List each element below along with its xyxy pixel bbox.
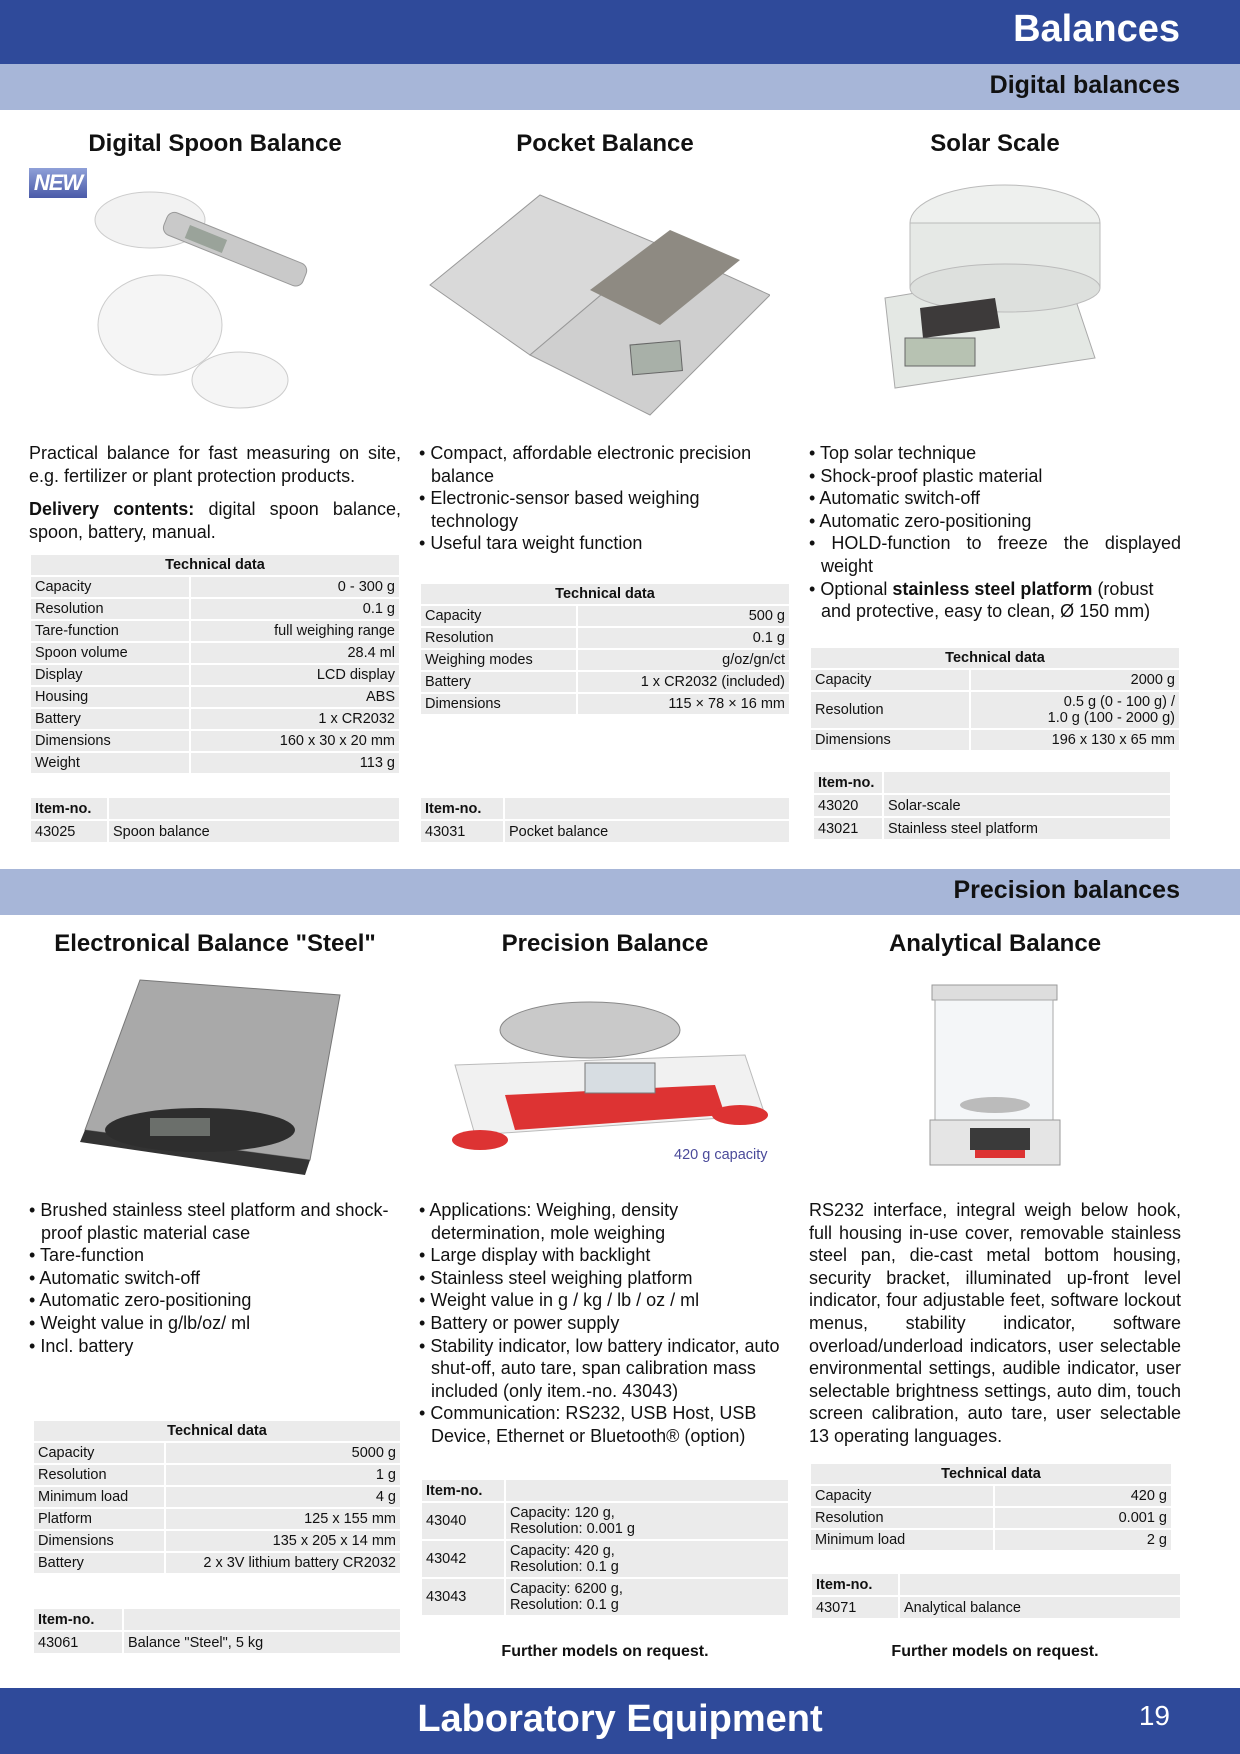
list-item: • Incl. battery xyxy=(29,1335,401,1358)
list-item: • Shock-proof plastic material xyxy=(809,465,1181,488)
table-row: Resolution 0.1 g xyxy=(31,599,399,619)
product-title-analytical: Analytical Balance xyxy=(888,930,1102,957)
table-row: Weighing modes g/oz/gn/ct xyxy=(421,650,789,670)
list-item: • Battery or power supply xyxy=(419,1312,791,1335)
list-item: • Electronic-sensor based weighing technology xyxy=(419,487,791,532)
product-title-precision: Precision Balance xyxy=(501,930,709,957)
pocket-tech-table: Technical data Capacity 500 g Resolution 0.1 g Weighing modes g/oz/gn/ct Battery 1 x CR2032 (included) Dimensions 115 × 78 × 16 mm xyxy=(419,582,791,716)
table-row: Capacity 500 g xyxy=(421,606,789,626)
table-row: Display LCD display xyxy=(31,665,399,685)
table-row: Battery 1 x CR2032 (included) xyxy=(421,672,789,692)
page-number: 19 xyxy=(1138,1700,1170,1731)
table-row: Minimum load 4 g xyxy=(34,1487,400,1507)
table-row: Minimum load 2 g xyxy=(811,1530,1171,1550)
table-row: Battery 2 x 3V lithium battery CR2032 xyxy=(34,1553,400,1573)
precision-balance-image xyxy=(445,995,775,1170)
section-title-digital: Digital balances xyxy=(989,71,1180,99)
list-item: • Communication: RS232, USB Host, USB Device, Ethernet or Bluetooth® (option) xyxy=(419,1402,791,1447)
section-bar-digital xyxy=(0,64,1240,110)
section-bar-precision xyxy=(0,869,1240,915)
analytical-tech-table: Technical data Capacity 420 g Resolution 0.001 g Minimum load 2 g xyxy=(809,1462,1173,1552)
list-item: • Automatic switch-off xyxy=(29,1267,401,1290)
table-row: Capacity 0 - 300 g xyxy=(31,577,399,597)
table-row: Tare-function full weighing range xyxy=(31,621,399,641)
footer-bar xyxy=(0,1688,1240,1754)
pocket-features xyxy=(419,442,791,555)
table-row: Resolution 0.001 g xyxy=(811,1508,1171,1528)
delivery-text: digital spoon balance, spoon, battery, manual. xyxy=(29,499,401,542)
footer-title: Laboratory Equipment xyxy=(417,1698,823,1740)
product-title-spoon: Digital Spoon Balance xyxy=(88,130,342,157)
page-title: Balances xyxy=(1013,8,1180,50)
table-row: 43061 Balance "Steel", 5 kg xyxy=(34,1632,400,1653)
table-row: 43020 Solar-scale xyxy=(814,795,1170,816)
table-row: Resolution 0.1 g xyxy=(421,628,789,648)
steel-tech-table: Technical data Capacity 5000 g Resolution 1 g Minimum load 4 g Platform 125 x 155 mm Dimensions 135 x 205 x 14 mm Battery 2 x 3V lithium battery CR2032 xyxy=(32,1419,402,1575)
solar-scale-image xyxy=(865,178,1125,418)
list-item: • Stainless steel weighing platform xyxy=(419,1267,791,1290)
product-title-steel: Electronical Balance "Steel" xyxy=(54,930,376,957)
table-row: Housing ABS xyxy=(31,687,399,707)
solar-tech-table: Technical data Capacity 2000 g Resolution 0.5 g (0 - 100 g) / 1.0 g (100 - 2000 g) Dimensions 196 x 130 x 65 mm xyxy=(809,646,1181,752)
tech-header: Technical data xyxy=(31,555,399,575)
list-item: • HOLD-function to freeze the displayed weight xyxy=(809,532,1181,577)
list-item: • Compact, affordable electronic precision balance xyxy=(419,442,791,487)
precision-further: Further models on request. xyxy=(501,1643,709,1660)
table-row: Dimensions 115 × 78 × 16 mm xyxy=(421,694,789,714)
list-item: • Applications: Weighing, density determination, mole weighing xyxy=(419,1199,791,1244)
table-row: Capacity 5000 g xyxy=(34,1443,400,1463)
table-row: Platform 125 x 155 mm xyxy=(34,1509,400,1529)
list-item: • Brushed stainless steel platform and shock-proof plastic material case xyxy=(29,1199,401,1244)
product-title-solar: Solar Scale xyxy=(930,130,1060,157)
precision-caption: 420 g capacity xyxy=(674,1147,768,1163)
list-item: • Automatic switch-off xyxy=(809,487,1181,510)
table-row: 43071 Analytical balance xyxy=(812,1597,1180,1618)
list-item: • Automatic zero-positioning xyxy=(809,510,1181,533)
table-row: Battery 1 x CR2032 xyxy=(31,709,399,729)
analytical-further: Further models on request. xyxy=(891,1643,1099,1660)
header-bar xyxy=(0,0,1240,64)
analytical-description: RS232 interface, integral weigh below hook, full housing in-use cover, removable stainless steel pan, die-cast metal bottom housing, security bracket, illuminated up-front level indicator, four adjustable feet, software lockout menus, stability indicator, software overload/underload indicators, user selectable environmental settings, audible indicator, user selectable brightness settings, auto dim, touch screen calibration, auto tare, user selectable 13 operating languages. xyxy=(809,1200,1181,1446)
precision-features xyxy=(419,1199,791,1448)
solar-item-table: Item-no. 43020 Solar-scale 43021 Stainless steel platform xyxy=(812,770,1172,841)
spoon-balance-image xyxy=(90,180,350,410)
new-badge: NEW xyxy=(29,168,87,198)
table-row: 43040 Capacity: 120 g, Resolution: 0.001 g xyxy=(422,1503,788,1539)
table-row: 43021 Stainless steel platform xyxy=(814,818,1170,839)
pocket-balance-image xyxy=(420,185,770,425)
list-item: • Stability indicator, low battery indicator, auto shut-off, auto tare, span calibration mass included (only item.-no. 43043) xyxy=(419,1335,791,1403)
list-item: • Optional stainless steel platform (robust and protective, easy to clean, Ø 150 mm) xyxy=(809,578,1181,623)
precision-item-table: Item-no. 43040 Capacity: 120 g, Resolution: 0.001 g 43042 Capacity: 420 g, Resolution: 0.1 g 43043 Capacity: 6200 g, Resolution: 0.1 g xyxy=(420,1478,790,1617)
list-item: • Useful tara weight function xyxy=(419,532,791,555)
list-item: • Tare-function xyxy=(29,1244,401,1267)
steel-item-table: Item-no. 43061 Balance "Steel", 5 kg xyxy=(32,1607,402,1655)
table-row: Resolution 0.5 g (0 - 100 g) / 1.0 g (100 - 2000 g) xyxy=(811,692,1179,728)
steel-features xyxy=(29,1199,401,1357)
solar-features xyxy=(809,442,1181,623)
table-row: Dimensions 196 x 130 x 65 mm xyxy=(811,730,1179,750)
list-item: • Top solar technique xyxy=(809,442,1181,465)
table-row: 43025 Spoon balance xyxy=(31,821,399,842)
table-row: 43042 Capacity: 420 g, Resolution: 0.1 g xyxy=(422,1541,788,1577)
table-row: 43031 Pocket balance xyxy=(421,821,789,842)
table-row: Dimensions 135 x 205 x 14 mm xyxy=(34,1531,400,1551)
table-row: Capacity 2000 g xyxy=(811,670,1179,690)
list-item: • Automatic zero-positioning xyxy=(29,1289,401,1312)
product-title-pocket: Pocket Balance xyxy=(516,130,694,157)
spoon-delivery xyxy=(29,498,401,543)
table-row: Spoon volume 28.4 ml xyxy=(31,643,399,663)
list-item: • Weight value in g/lb/oz/ ml xyxy=(29,1312,401,1335)
analytical-item-table: Item-no. 43071 Analytical balance xyxy=(810,1572,1182,1620)
delivery-label: Delivery contents: xyxy=(29,499,195,519)
table-row: Capacity 420 g xyxy=(811,1486,1171,1506)
spoon-tech-table xyxy=(29,553,401,775)
list-item: • Weight value in g / kg / lb / oz / ml xyxy=(419,1289,791,1312)
steel-balance-image xyxy=(80,970,350,1180)
pocket-item-table: Item-no. 43031 Pocket balance xyxy=(419,796,791,844)
spoon-item-table: Item-no. 43025 Spoon balance xyxy=(29,796,401,844)
list-item: • Large display with backlight xyxy=(419,1244,791,1267)
section-title-precision: Precision balances xyxy=(953,876,1180,904)
table-row: Resolution 1 g xyxy=(34,1465,400,1485)
table-row: 43043 Capacity: 6200 g, Resolution: 0.1 g xyxy=(422,1579,788,1615)
table-row: Weight 113 g xyxy=(31,753,399,773)
spoon-description: Practical balance for fast measuring on site, e.g. fertilizer or plant protection products. xyxy=(29,443,401,486)
analytical-balance-image xyxy=(920,980,1070,1175)
table-row: Dimensions 160 x 30 x 20 mm xyxy=(31,731,399,751)
